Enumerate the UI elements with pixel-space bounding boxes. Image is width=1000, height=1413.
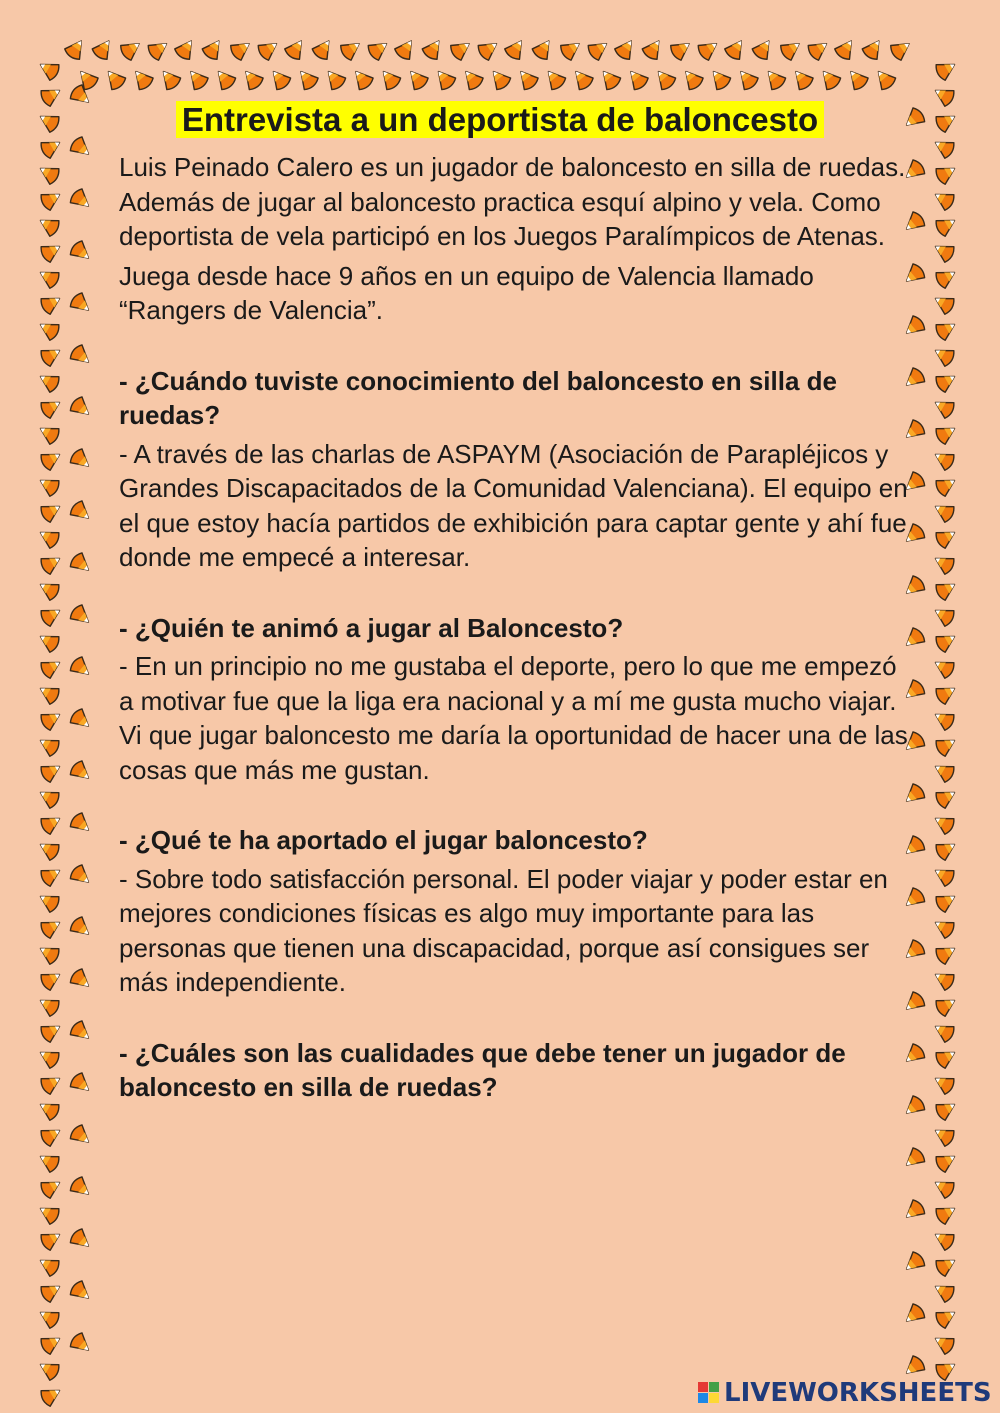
candy-corn-icon [39,1279,64,1304]
candy-corn-icon [39,655,64,680]
candy-corn-icon [36,265,61,290]
candy-corn-icon [931,239,956,264]
candy-corn-icon [68,915,94,941]
candy-corn-icon [39,1383,64,1408]
candy-corn-icon [393,36,419,62]
candy-corn-icon [322,66,348,92]
candy-corn-icon [888,36,914,62]
candy-corn-icon [129,66,155,92]
candy-corn-icon [39,1071,64,1096]
candy-corn-icon [36,369,61,394]
candy-corn-icon [68,447,94,473]
candy-corn-icon [641,36,667,62]
candy-corn-icon [934,369,959,394]
answer-text: - A través de las charlas de ASPAYM (Asociación de Parapléjicos y Grandes Discapacitados de la Comunidad Valenciana). El equipo en el que estoy hacía partidos de exhibición para captar gente y ahí fue donde me empecé a interesar. [119,438,908,572]
candy-corn-icon [861,36,887,62]
worksheet-title: Entrevista a un deportista de baloncesto [176,101,824,138]
candy-corn-icon [931,343,956,368]
candy-corn-icon [68,551,94,577]
intro-paragraph: Juega desde hace 9 años en un equipo de Valencia llamado “Rangers de Valencia”. [119,260,814,325]
candy-corn-icon [931,967,956,992]
answer-text: - Sobre todo satisfacción personal. El poder viajar y poder estar en mejores condiciones físicas es algo muy importante para las personas que tienen una discapacidad, porque así consigues ser más independiente. [119,863,888,997]
candy-corn-icon [586,36,612,62]
candy-corn-icon [934,421,959,446]
candy-corn-icon [173,36,199,62]
candy-corn-icon [652,66,678,92]
candy-corn-icon [39,811,64,836]
candy-corn-icon [39,603,64,628]
candy-corn-icon [267,66,293,92]
candy-corn-icon [931,811,956,836]
candy-corn-icon [833,36,859,62]
candy-corn-icon [36,733,61,758]
candy-corn-icon [668,36,694,62]
candy-corn-icon [39,551,64,576]
candy-corn-icon [68,1279,94,1305]
candy-corn-icon [806,36,832,62]
question-text: - ¿Cuándo tuviste conocimiento del baloncesto en silla de ruedas? [119,365,837,430]
candy-corn-icon [476,36,502,62]
question-text: - ¿Qué te ha aportado el jugar baloncesto? [119,825,648,855]
candy-corn-icon [39,915,64,940]
candy-corn-icon [934,1201,959,1226]
candy-corn-icon [146,36,172,62]
candy-corn-icon [503,36,529,62]
candy-corn-icon [39,1227,64,1252]
candy-corn-icon [901,1250,927,1276]
candy-corn-icon [36,57,61,82]
candy-corn-icon [931,447,956,472]
answer-text: - En un principio no me gustaba el deporte, pero lo que me empezó a motivar fue que la liga era nacional y a mí me gusta mucho viajar. Vi que jugar baloncesto me daría la oportunidad de hacer una de las cosas que más me gustan. [119,651,908,785]
liveworksheets-logo [698,1378,992,1408]
candy-corn-icon [39,759,64,784]
worksheet-title-wrap [0,100,1000,140]
candy-corn-icon [934,57,959,82]
candy-corn-icon [157,66,183,92]
candy-corn-icon [283,36,309,62]
candy-corn-icon [68,655,94,681]
candy-corn-icon [542,66,568,92]
candy-corn-icon [931,1331,956,1356]
qa-block [119,364,909,575]
candy-corn-icon [36,317,61,342]
candy-corn-icon [931,1071,956,1096]
qa-block [119,1036,909,1105]
candy-corn-icon [36,577,61,602]
candy-corn-icon [36,941,61,966]
candy-corn-icon [212,66,238,92]
candy-corn-icon [68,1331,94,1357]
candy-corn-icon [68,863,94,889]
candy-corn-icon [901,1354,927,1380]
candy-corn-icon [934,837,959,862]
candy-corn-icon [39,499,64,524]
candy-corn-icon [36,1045,61,1070]
candy-corn-icon [707,66,733,92]
logo-text: LIVEWORKSHEETS [724,1378,992,1408]
candy-corn-icon [432,66,458,92]
candy-corn-icon [39,395,64,420]
candy-corn-icon [613,36,639,62]
candy-corn-icon [421,36,447,62]
candy-corn-icon [624,66,650,92]
candy-corn-icon [36,1149,61,1174]
candy-corn-icon [39,1175,64,1200]
candy-corn-icon [569,66,595,92]
candy-corn-icon [844,66,870,92]
candy-corn-icon [696,36,722,62]
candy-corn-icon [68,291,94,317]
candy-corn-icon [931,1227,956,1252]
qa-block [119,823,909,1000]
candy-corn-icon [39,187,64,212]
candy-corn-icon [68,1123,94,1149]
candy-corn-icon [459,66,485,92]
candy-corn-icon [68,1071,94,1097]
candy-corn-icon [68,1019,94,1045]
candy-corn-icon [39,1331,64,1356]
candy-corn-icon [39,863,64,888]
candy-corn-icon [39,447,64,472]
candy-corn-icon [934,993,959,1018]
candy-corn-icon [39,291,64,316]
candy-corn-icon [39,707,64,732]
candy-corn-icon [36,1357,61,1382]
candy-corn-icon [931,1019,956,1044]
candy-corn-icon [789,66,815,92]
candy-corn-icon [68,1227,94,1253]
candy-corn-icon [68,1175,94,1201]
candy-corn-icon [338,36,364,62]
candy-corn-icon [36,1097,61,1122]
candy-corn-icon [934,265,959,290]
candy-corn-icon [68,967,94,993]
candy-corn-icon [349,66,375,92]
candy-corn-icon [36,525,61,550]
candy-corn-icon [36,785,61,810]
candy-corn-icon [39,343,64,368]
candy-corn-icon [778,36,804,62]
candy-corn-icon [931,187,956,212]
candy-corn-icon [201,36,227,62]
candy-corn-icon [39,1123,64,1148]
candy-corn-icon [487,66,513,92]
candy-corn-icon [931,759,956,784]
candy-corn-icon [36,473,61,498]
candy-corn-icon [679,66,705,92]
candy-corn-icon [36,161,61,186]
candy-corn-icon [68,603,94,629]
candy-corn-icon [68,343,94,369]
candy-corn-icon [366,36,392,62]
candy-corn-icon [256,36,282,62]
candy-corn-icon [934,525,959,550]
candy-corn-icon [817,66,843,92]
candy-corn-icon [36,213,61,238]
candy-corn-icon [931,863,956,888]
candy-corn-icon [934,629,959,654]
candy-corn-icon [36,1253,61,1278]
candy-corn-icon [36,681,61,706]
candy-corn-icon [901,1302,927,1328]
candy-corn-icon [68,187,94,213]
candy-corn-icon [239,66,265,92]
candy-corn-icon [931,551,956,576]
candy-corn-icon [934,1253,959,1278]
candy-corn-icon [931,1279,956,1304]
candy-corn-icon [68,499,94,525]
question-text: - ¿Quién te animó a jugar al Baloncesto? [119,612,624,643]
candy-corn-icon [931,915,956,940]
candy-corn-icon [934,681,959,706]
candy-corn-icon [68,759,94,785]
candy-corn-icon [39,239,64,264]
candy-corn-icon [931,499,956,524]
candy-corn-icon [931,1123,956,1148]
candy-corn-icon [68,395,94,421]
candy-corn-icon [63,36,89,62]
candy-corn-icon [934,733,959,758]
candy-corn-icon [931,707,956,732]
candy-corn-icon [931,1175,956,1200]
candy-corn-icon [934,161,959,186]
candy-corn-icon [36,1305,61,1330]
candy-corn-icon [931,655,956,680]
candy-corn-icon [751,36,777,62]
candy-corn-icon [934,1149,959,1174]
candy-corn-icon [377,66,403,92]
candy-corn-icon [294,66,320,92]
logo-icon [698,1382,720,1404]
candy-corn-icon [448,36,474,62]
candy-corn-icon [91,36,117,62]
candy-corn-icon [36,993,61,1018]
question-text: - ¿Cuáles son las cualidades que debe tener un jugador de baloncesto en silla de ruedas? [119,1037,846,1102]
candy-corn-icon [931,603,956,628]
candy-corn-icon [934,785,959,810]
candy-corn-icon [723,36,749,62]
qa-block [119,611,909,788]
candy-corn-icon [762,66,788,92]
candy-corn-icon [934,1097,959,1122]
candy-corn-icon [228,36,254,62]
candy-corn-icon [934,317,959,342]
candy-corn-icon [931,291,956,316]
candy-corn-icon [931,395,956,420]
candy-corn-icon [184,66,210,92]
candy-corn-icon [118,36,144,62]
candy-corn-icon [68,707,94,733]
candy-corn-icon [36,889,61,914]
intro-paragraph: Luis Peinado Calero es un jugador de baloncesto en silla de ruedas. Además de jugar al baloncesto practica esquí alpino y vela. Como deportista de vela participó en los Juegos Paralímpicos de Atenas. [119,152,906,251]
candy-corn-icon [734,66,760,92]
candy-corn-icon [901,1198,927,1224]
candy-corn-icon [102,66,128,92]
candy-corn-icon [36,1201,61,1226]
candy-corn-icon [68,811,94,837]
candy-corn-icon [934,1305,959,1330]
candy-corn-icon [39,967,64,992]
candy-corn-icon [934,941,959,966]
candy-corn-icon [36,837,61,862]
candy-corn-icon [934,577,959,602]
candy-corn-icon [901,1146,927,1172]
candy-corn-icon [404,66,430,92]
candy-corn-icon [39,1019,64,1044]
candy-corn-icon [531,36,557,62]
candy-corn-icon [514,66,540,92]
candy-corn-icon [934,889,959,914]
candy-corn-icon [36,629,61,654]
candy-corn-icon [872,66,898,92]
candy-corn-icon [934,473,959,498]
candy-corn-icon [934,1045,959,1070]
candy-corn-icon [311,36,337,62]
candy-corn-icon [36,421,61,446]
worksheet-body [119,150,909,1109]
candy-corn-icon [68,239,94,265]
candy-corn-icon [558,36,584,62]
candy-corn-icon [934,213,959,238]
candy-corn-icon [597,66,623,92]
